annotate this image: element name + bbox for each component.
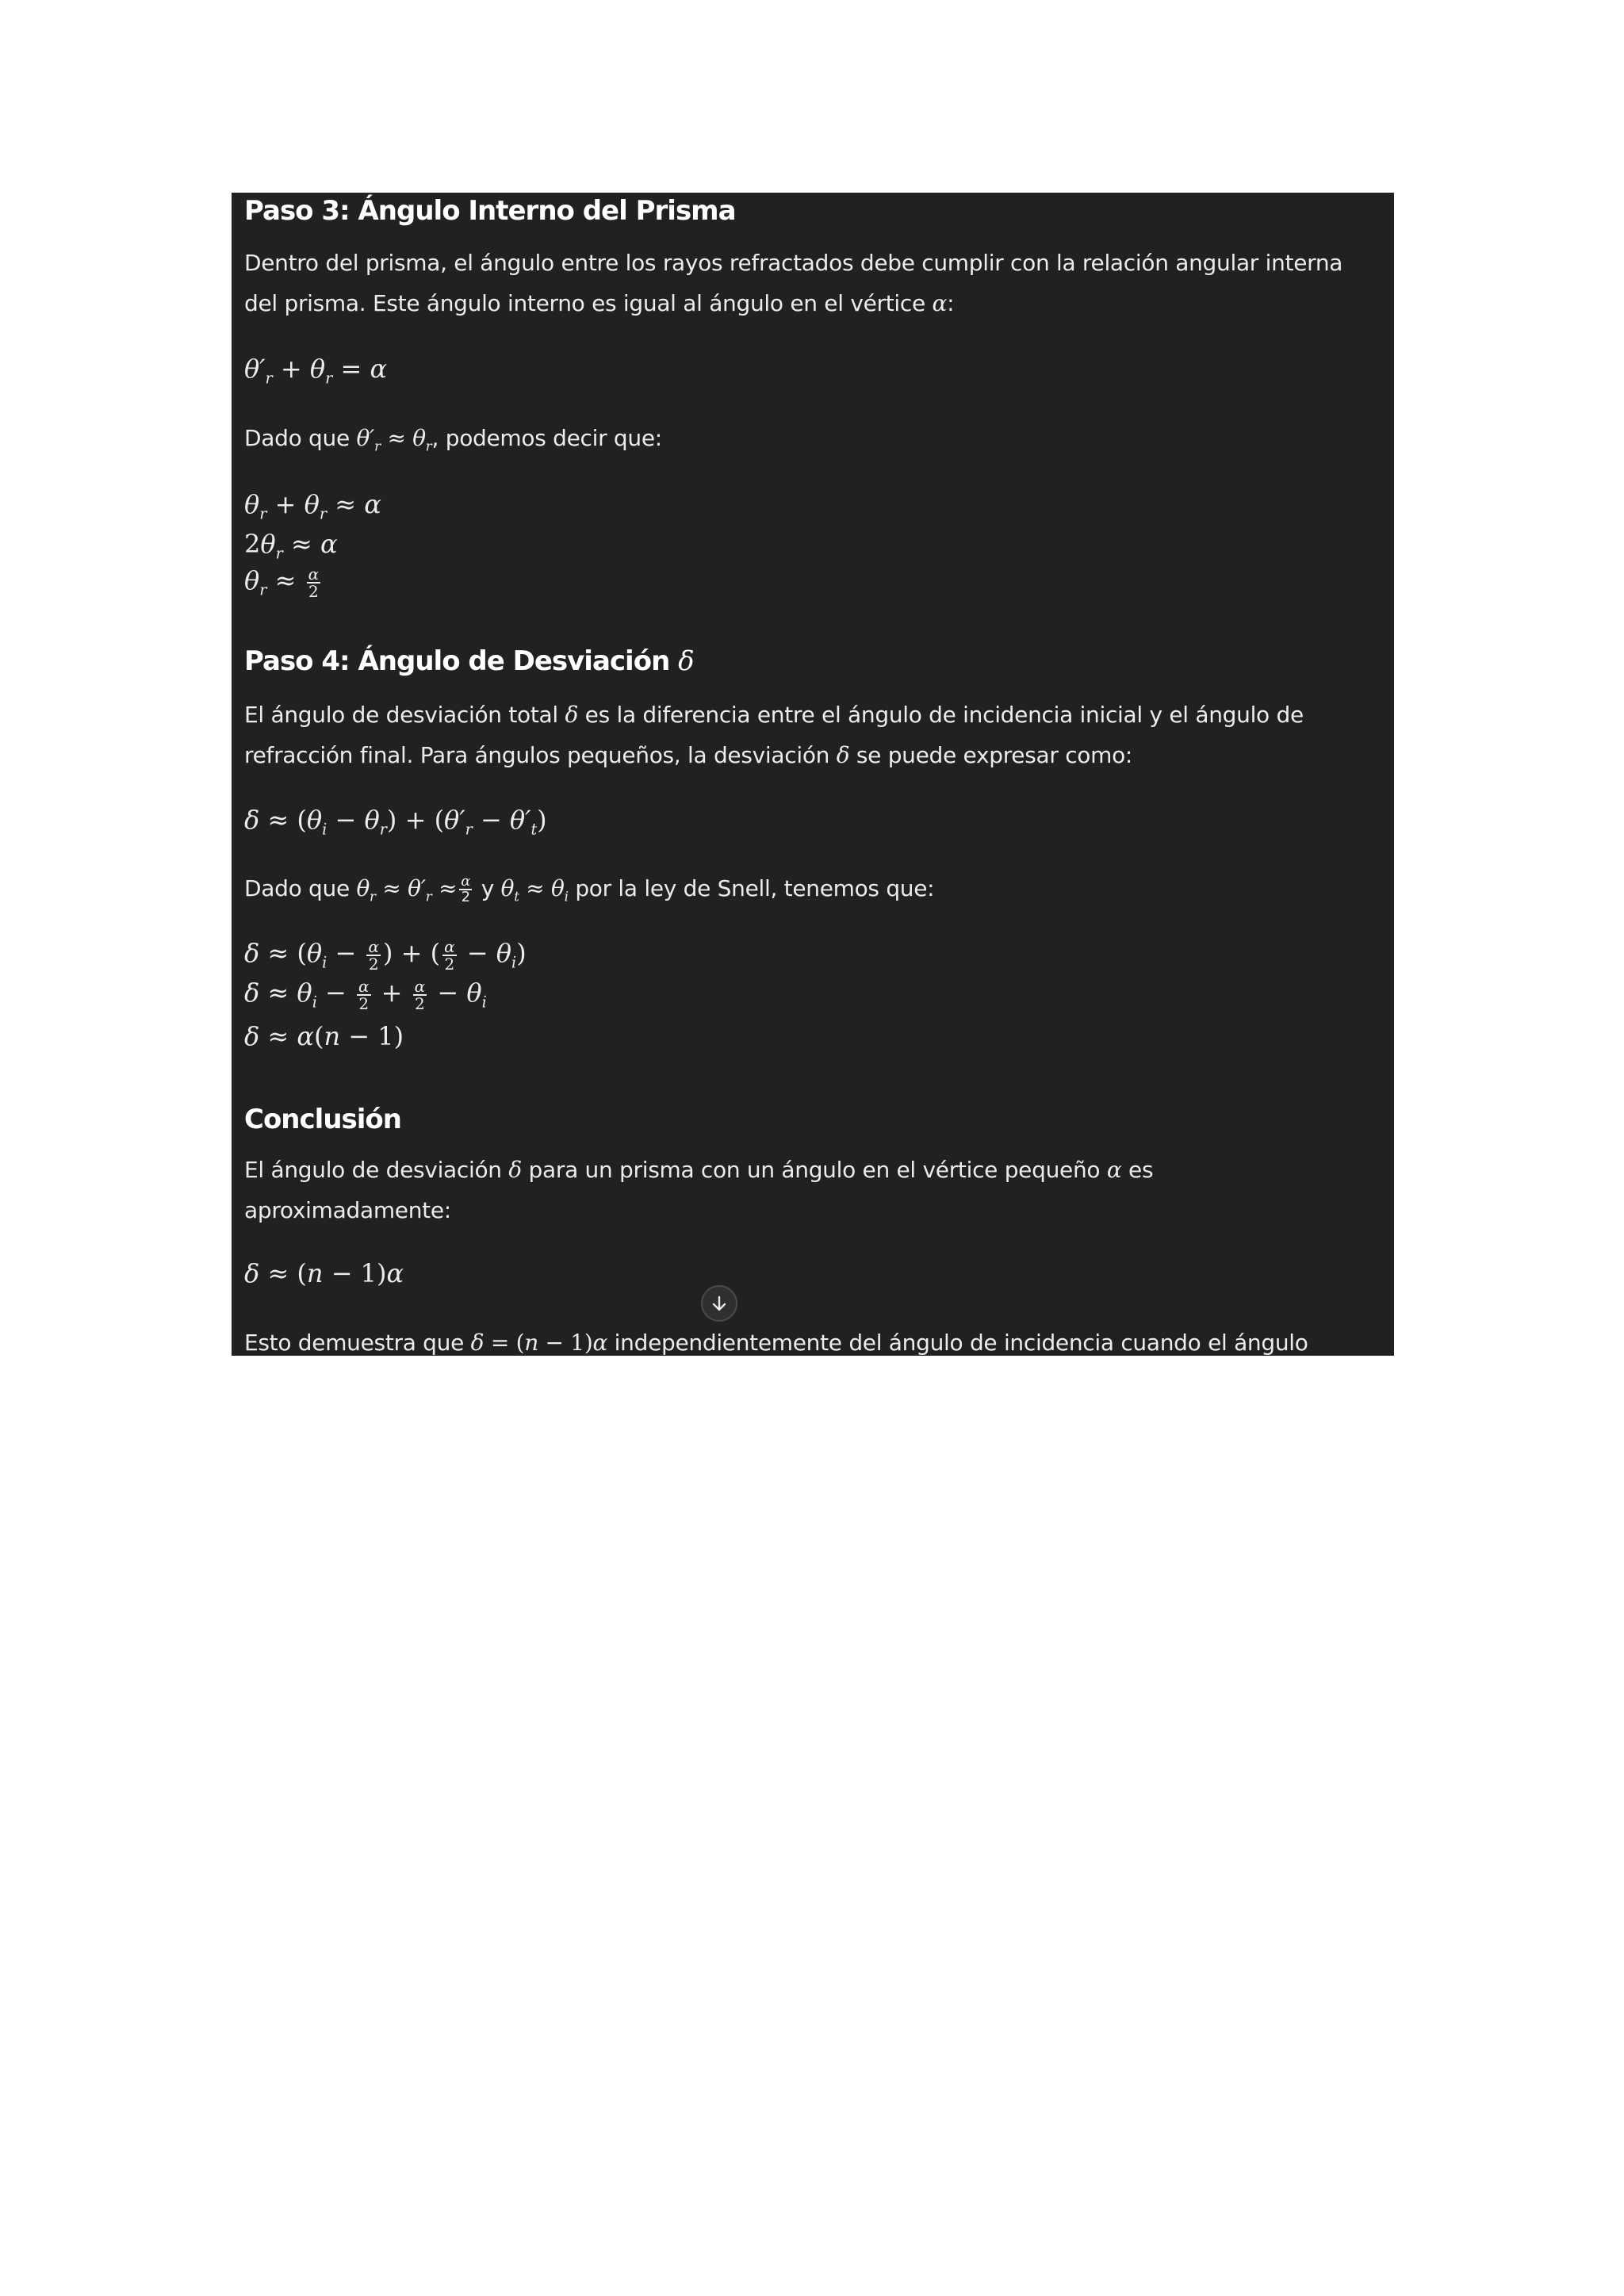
text-span: es (1128, 1157, 1154, 1183)
math-inline: α (1106, 1157, 1122, 1183)
equation-substitution: $\delta \approx (\theta_i$ − $\frac{\alpha}{2}$ ) + ( $\frac{\alpha}{2}$ − $\theta_i$) (244, 936, 527, 974)
equation-internal-angle: $\theta'_r + \theta_r = \alpha$ (244, 354, 388, 388)
step3-paragraph-2 (244, 418, 1267, 467)
equation-conclusion: δ ≈ (n − 1)α (244, 1258, 404, 1288)
equation-sum: $\theta_r + \theta_r \approx \alpha$ (244, 489, 381, 523)
step4-paragraph-1 (244, 695, 1304, 775)
text-span: Esto demuestra que (244, 1330, 465, 1356)
conclusion-paragraph-2 (244, 1322, 1308, 1356)
text-span: y (481, 875, 495, 901)
conclusion-heading: Conclusión (244, 1104, 401, 1135)
text-span: refracción final. Para ángulos pequeños, la desviación (244, 742, 830, 768)
math-inline: δ (565, 702, 579, 728)
equation-deviation: $\delta \approx (\theta_i - \theta_r) + (\theta'_r - \theta'_t)$ (244, 805, 547, 839)
text-span: del prisma. Este ángulo interno es igual al ángulo en el vértice (244, 290, 925, 316)
text-span: para un prisma con un ángulo en el vértice pequeño (528, 1157, 1101, 1183)
math-inline: δ = (n − 1)α (470, 1330, 608, 1356)
heading-text: Paso 4: Ángulo de Desviación (244, 645, 670, 677)
text-span: , podemos decir que: (431, 425, 662, 451)
text-span: independientemente del ángulo de incidencia cuando el ángulo (614, 1330, 1308, 1356)
step4-paragraph-2: Dado que $\theta_r \approx \theta'_r$ ≈ $\frac{\alpha}{2}$ y $\theta_t \approx \theta_i$ por la ley de Snell, tenemos que: (244, 873, 935, 905)
step3-paragraph-1: Dentro del prisma, el ángulo entre los rayos refractados debe cumplir con la relación angular interna del prisma. Este ángulo interno es igual al ángulo en el vértice α: (244, 250, 1343, 316)
equation-expanded: $\delta \approx \theta_i$ − $\frac{\alpha}{2}$ + $\frac{\alpha}{2}$ − $\theta_i$ (244, 976, 487, 1013)
math-inline: δ (836, 742, 850, 768)
math-inline: δ (508, 1157, 522, 1183)
text-span: Dado que (244, 875, 350, 901)
text-span: Dentro del prisma, el ángulo entre los rayos refractados debe cumplir con la relación angular interna (244, 250, 1343, 276)
math-inline: α (932, 290, 948, 316)
math-inline: $\theta_t \approx \theta_i$ (500, 875, 569, 905)
text-span: El ángulo de desviación total (244, 702, 558, 728)
equation-double: $2\theta_r \approx \alpha$ (244, 529, 338, 563)
step4-heading: Paso 4: Ángulo de Desviación δ (244, 645, 694, 677)
text-span: es la diferencia entre el ángulo de incidencia inicial y el ángulo de (584, 702, 1304, 728)
arrow-down-icon (710, 1294, 729, 1313)
step3-heading: Paso 3: Ángulo Interno del Prisma (244, 195, 736, 227)
scroll-down-button[interactable] (701, 1285, 737, 1322)
text-span: aproximadamente: (244, 1197, 451, 1223)
text-span: por la ley de Snell, tenemos que: (575, 875, 935, 901)
equation-result: δ ≈ α(n − 1) (244, 1021, 404, 1051)
equation-half: $\theta_r$ ≈ $\frac{\alpha}{2}$ (244, 564, 320, 601)
conclusion-paragraph-1 (244, 1150, 1267, 1230)
text-span: se puede expresar como: (856, 742, 1133, 768)
math-inline: $\theta'_r \approx \theta_r$ (356, 425, 432, 454)
chat-message-panel (232, 193, 1394, 1356)
math-inline: $\theta_r \approx \theta'_r$ ≈ (356, 875, 458, 905)
text-span: Dado que (244, 425, 350, 451)
text-span: El ángulo de desviación (244, 1157, 502, 1183)
